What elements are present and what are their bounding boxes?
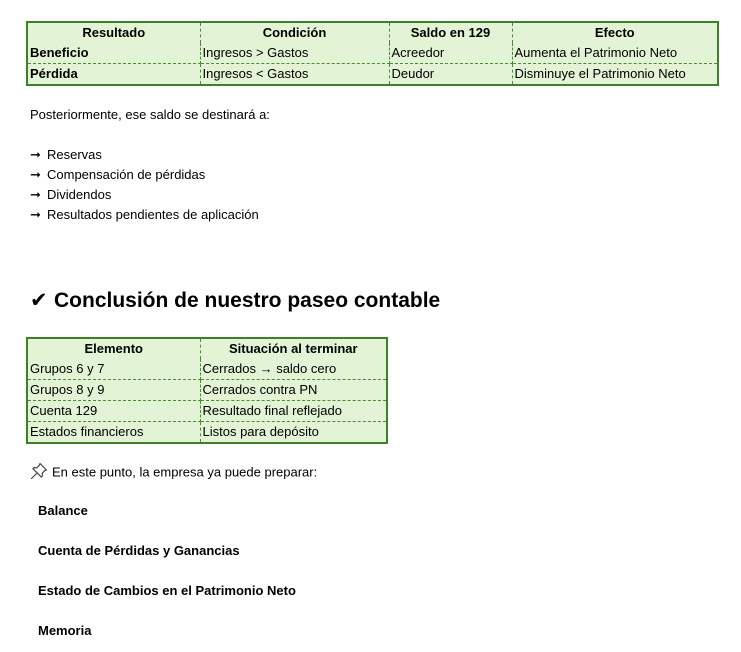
table-cell: Listos para depósito	[202, 424, 319, 439]
table-cell: Ingresos < Gastos	[200, 64, 389, 86]
table-row	[27, 43, 718, 64]
conclusion-title: Conclusión de nuestro paseo contable	[54, 289, 441, 312]
results-col-condicion: Condición	[200, 22, 389, 43]
table-cell: Pérdida	[27, 64, 200, 86]
conclusion-heading	[30, 288, 440, 314]
statement-item: Balance	[38, 503, 88, 518]
arrow-right-icon: ➞	[30, 167, 41, 182]
list-item-label: Dividendos	[47, 187, 112, 202]
table-cell: Acreedor	[389, 43, 512, 64]
arrow-right-icon: ➞	[30, 207, 41, 222]
arrow-right-icon: ➞	[30, 187, 41, 202]
table-row	[27, 359, 387, 380]
list-item	[30, 187, 111, 203]
checkmark-icon: ✔	[30, 289, 48, 312]
list-item-label: Resultados pendientes de aplicación	[47, 207, 259, 222]
results-col-efecto: Efecto	[594, 25, 635, 40]
status-col-situacion: Situación al terminar	[228, 341, 358, 356]
statement-item: Cuenta de Pérdidas y Ganancias	[38, 543, 240, 558]
list-item	[30, 207, 259, 223]
table-cell: Cerrados contra PN	[200, 380, 387, 401]
note-text: En este punto, la empresa ya puede preparar:	[52, 464, 318, 480]
table-cell: Resultado final reflejado	[200, 401, 387, 422]
table-cell: Cuenta 129	[27, 401, 200, 422]
table-cell: Deudor	[389, 64, 512, 86]
statement-item: Memoria	[38, 623, 92, 638]
note-line	[30, 462, 317, 484]
statement-item: Estado de Cambios en el Patrimonio Neto	[38, 583, 296, 598]
table-cell: Grupos 6 y 7	[27, 359, 200, 380]
table-cell: Beneficio	[27, 43, 200, 64]
table-cell: Estados financieros	[27, 422, 200, 444]
results-col-saldo: Saldo en 129	[389, 22, 512, 43]
list-item	[30, 147, 102, 163]
table-cell: Grupos 8 y 9	[27, 380, 200, 401]
list-item-label: Compensación de pérdidas	[47, 167, 206, 182]
list-item	[30, 167, 205, 183]
results-table-header-row	[27, 22, 718, 43]
table-row	[27, 401, 387, 422]
intro-text: Posteriormente, ese saldo se destinará a:	[30, 107, 270, 122]
results-table	[26, 21, 719, 86]
table-cell: Cerrados → saldo cero	[200, 359, 387, 380]
status-table	[26, 337, 388, 444]
results-col-resultado: Resultado	[27, 22, 200, 43]
table-cell: Disminuye el Patrimonio Neto	[514, 66, 686, 81]
table-cell: Ingresos > Gastos	[200, 43, 389, 64]
table-row	[27, 64, 718, 86]
list-item-label: Reservas	[47, 147, 102, 162]
table-row	[27, 380, 387, 401]
table-row	[27, 422, 387, 444]
status-col-elemento: Elemento	[27, 338, 200, 359]
table-cell: Aumenta el Patrimonio Neto	[512, 43, 718, 64]
status-table-header-row	[27, 338, 387, 359]
arrow-right-icon: ➞	[30, 147, 41, 162]
pushpin-icon	[30, 462, 52, 484]
